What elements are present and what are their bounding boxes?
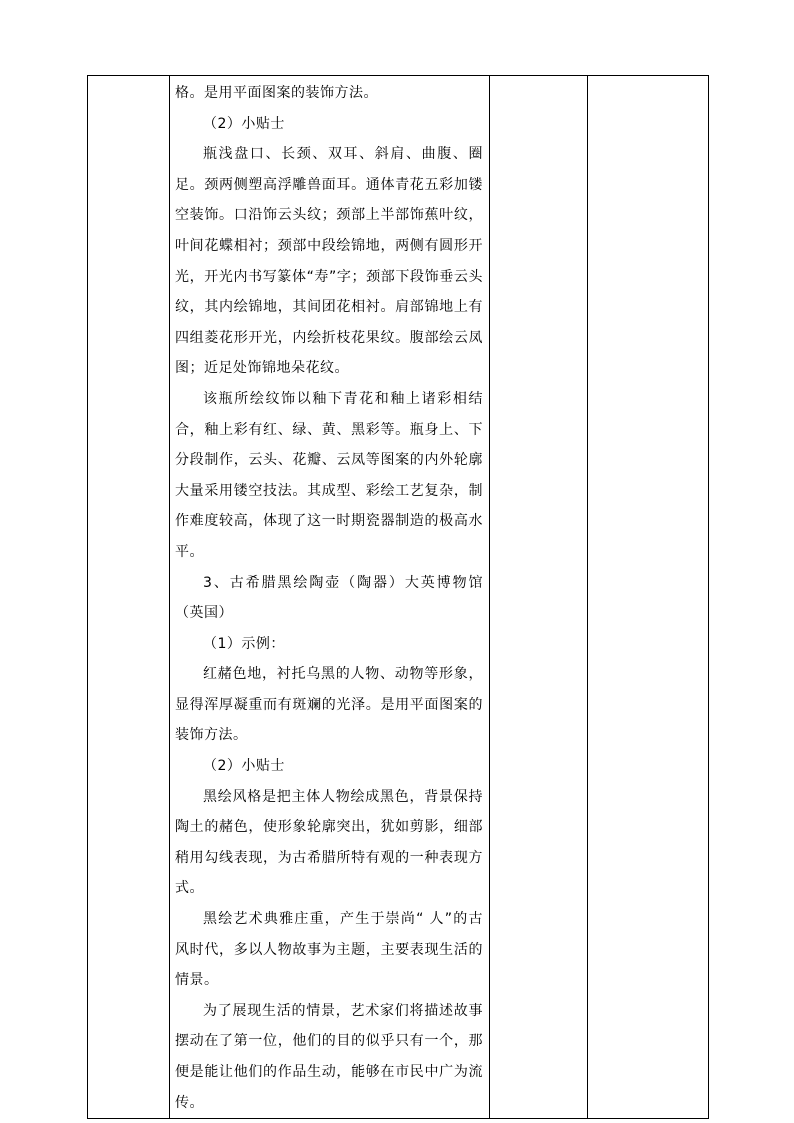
empty-cell-3 (490, 76, 588, 1119)
paragraph-black-figure-art: 黑绘艺术典雅庄重，产生于崇尚“ 人”的古风时代，多以人物故事为主题，主要表现生活的情景。 (175, 911, 483, 989)
subheading-tips-2: （2）小贴士 (203, 758, 285, 775)
subheading-tips-1: （2）小贴士 (203, 115, 285, 132)
paragraph-vase-technique: 该瓶所绘纹饰以釉下青花和釉上诸彩相结合，釉上彩有红、绿、黄、黑彩等。瓶身上、下分段制作，云头、花瓣、云凤等图案的内外轮廓大量采用镂空技法。其成型、彩绘工艺复杂，制作难度较高，体现了这一时期瓷器制造的极高水平。 (175, 390, 483, 560)
content-cell (170, 76, 490, 1119)
lesson-plan-table (87, 75, 709, 1119)
subheading-example: （1）示例： (203, 635, 285, 652)
paragraph-example: 红赭色地，衬托乌黑的人物、动物等形象，显得浑厚凝重而有斑斓的光泽。是用平面图案的装饰方法。 (175, 666, 483, 744)
paragraph-vase-description: 瓶浅盘口、长颈、双耳、斜肩、曲腹、圈足。颈两侧塑高浮雕兽面耳。通体青花五彩加镂空装饰。口沿饰云头纹；颈部上半部饰蕉叶纹，叶间花蝶相衬；颈部中段绘锦地，两侧有圆形开光，开光内书写篆体“寿”字；颈部下段饰垂云头纹，其内绘锦地，其间团花相衬。肩部锦地上有四组菱花形开光，内绘折枝花果纹。腹部绘云凤图；近足处饰锦地朵花纹。 (175, 146, 483, 377)
empty-cell-4 (588, 76, 709, 1119)
paragraph-continuation: 格。是用平面图案的装饰方法。 (175, 85, 378, 101)
paragraph-black-figure-style: 黑绘风格是把主体人物绘成黑色，背景保持陶土的赭色，使形象轮廓突出，犹如剪影，细部稍用勾线表现，为古希腊所特有观的一种表现方式。 (175, 788, 483, 897)
paragraph-artists: 为了展现生活的情景，艺术家们将描述故事摆动在了第一位，他们的目的似乎只有一个，那便是能让他们的作品生动，能够在市民中广为流传。 (175, 1002, 483, 1111)
section-heading-greek-pot: 3、古希腊黑绘陶壶（陶器）大英博物馆（英国） (175, 574, 483, 622)
table-row (88, 76, 709, 1119)
empty-left-cell (88, 76, 170, 1119)
